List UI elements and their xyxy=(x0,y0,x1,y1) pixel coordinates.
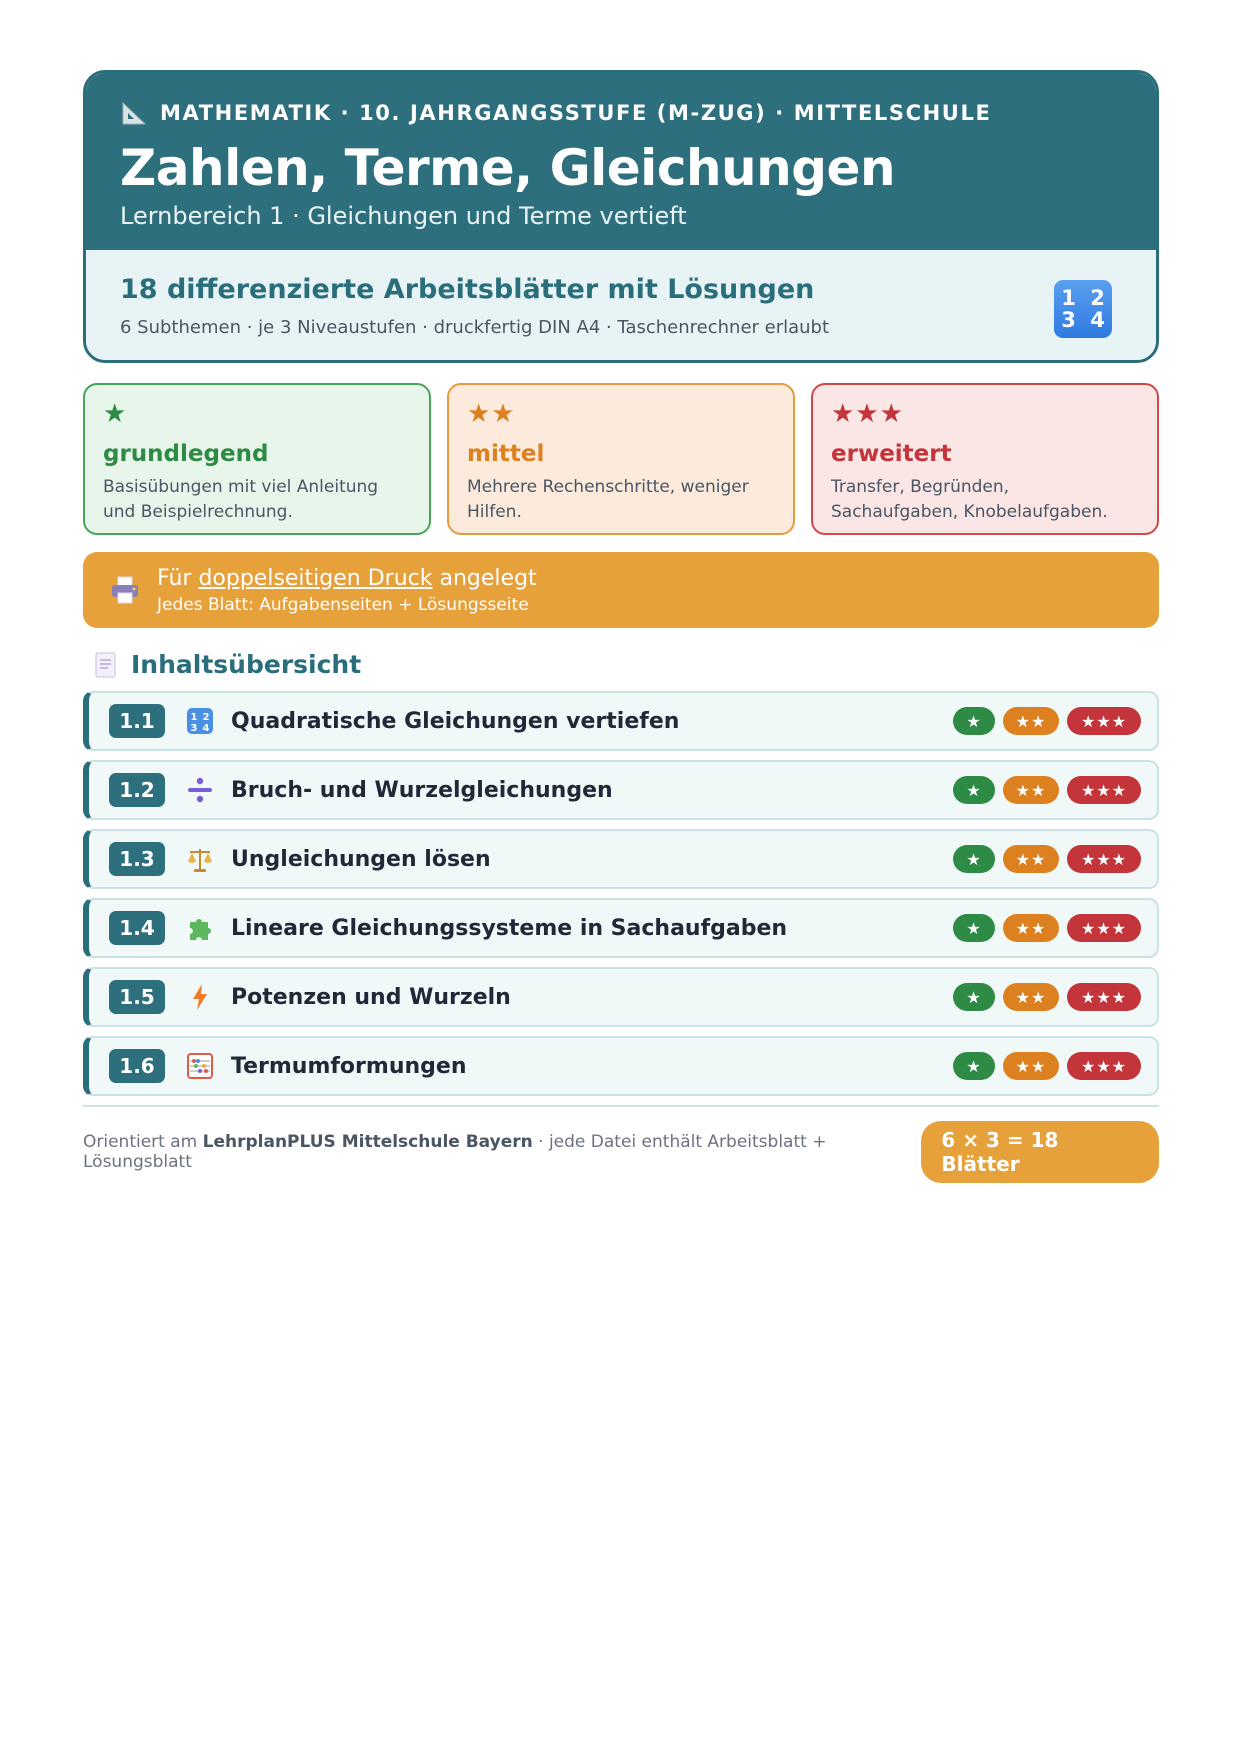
puzzle-icon xyxy=(185,913,215,943)
badge-level-2[interactable]: ★★ xyxy=(1003,914,1059,942)
numbers-icon xyxy=(185,706,215,736)
svg-text:1: 1 xyxy=(190,712,198,723)
footer-divider xyxy=(83,1105,1159,1107)
document-icon xyxy=(93,651,119,679)
footer-text xyxy=(83,1132,921,1172)
eyebrow xyxy=(120,99,1122,127)
print-subline: Jedes Blatt: Aufgabenseiten + Lösungsseite xyxy=(157,594,529,615)
footer-curriculum: LehrplanPLUS Mittelschule Bayern xyxy=(202,1132,533,1152)
lightning-icon xyxy=(185,982,215,1012)
toc-row-1-3[interactable] xyxy=(83,829,1159,889)
page-subtitle: Lernbereich 1 · Gleichungen und Terme vertieft xyxy=(120,202,687,230)
print-banner xyxy=(83,552,1159,628)
topic-title: Potenzen und Wurzeln xyxy=(231,984,511,1010)
level-description: Mehrere Rechenschritte, weniger Hilfen. xyxy=(467,477,749,522)
badge-level-1[interactable]: ★ xyxy=(953,1052,995,1080)
print-link[interactable]: doppelseitigen Druck xyxy=(198,565,433,591)
topic-number: 1.1 xyxy=(109,704,165,738)
level-card-grundlegend xyxy=(83,383,431,535)
toc-heading xyxy=(83,650,1159,679)
svg-text:4: 4 xyxy=(202,723,210,734)
scale-icon xyxy=(185,844,215,874)
badge-level-3[interactable]: ★★★ xyxy=(1067,845,1141,873)
toc-row-1-6[interactable] xyxy=(83,1036,1159,1096)
sheet-count-badge: 6 × 3 = 18 Blätter xyxy=(921,1121,1159,1183)
print-line xyxy=(157,566,537,591)
topic-number: 1.2 xyxy=(109,773,165,807)
level-name: erweitert xyxy=(831,441,952,467)
level-badges xyxy=(953,914,1141,942)
divide-icon xyxy=(185,775,215,805)
header-banner xyxy=(86,73,1156,250)
topic-title: Quadratische Gleichungen vertiefen xyxy=(231,708,680,734)
level-badges xyxy=(953,707,1141,735)
level-badges xyxy=(953,1052,1141,1080)
toc-list xyxy=(83,691,1159,1096)
badge-level-1[interactable]: ★ xyxy=(953,845,995,873)
badge-level-1[interactable]: ★ xyxy=(953,776,995,804)
toc-row-1-4[interactable] xyxy=(83,898,1159,958)
headline: 18 differenzierte Arbeitsblätter mit Lösungen xyxy=(120,274,815,305)
level-description: Basisübungen mit viel Anleitung und Beispielrechnung. xyxy=(103,477,379,522)
svg-text:2: 2 xyxy=(202,712,210,723)
footer xyxy=(83,1121,1159,1183)
topic-title: Ungleichungen lösen xyxy=(231,846,491,872)
print-prefix: Für xyxy=(157,565,199,591)
level-name: mittel xyxy=(467,441,545,467)
topic-title: Termumformungen xyxy=(231,1053,467,1079)
worksheet-cover xyxy=(83,70,1159,1183)
level-badges xyxy=(953,983,1141,1011)
badge-level-1[interactable]: ★ xyxy=(953,707,995,735)
print-suffix: angelegt xyxy=(432,565,537,591)
svg-text:3: 3 xyxy=(190,723,198,734)
badge-level-3[interactable]: ★★★ xyxy=(1067,1052,1141,1080)
toc-row-1-1[interactable] xyxy=(83,691,1159,751)
topic-number: 1.4 xyxy=(109,911,165,945)
badge-level-2[interactable]: ★★ xyxy=(1003,776,1059,804)
numbers-icon xyxy=(1054,280,1112,338)
footer-prefix: Orientiert am xyxy=(83,1132,203,1152)
level-card-mittel xyxy=(447,383,795,535)
page-title: Zahlen, Terme, Gleichungen xyxy=(120,139,896,197)
level-badges xyxy=(953,845,1141,873)
header-card xyxy=(83,70,1159,363)
numbers-icon-glyph: 1 xyxy=(1061,285,1076,310)
triangle-ruler-icon xyxy=(120,99,148,127)
print-text xyxy=(157,566,537,615)
abacus-icon xyxy=(185,1051,215,1081)
footer-suffix: · jede Datei enthält Arbeitsblatt + Lösungsblatt xyxy=(83,1132,827,1172)
badge-level-3[interactable]: ★★★ xyxy=(1067,983,1141,1011)
toc-heading-text: Inhaltsübersicht xyxy=(131,650,362,679)
level-badges xyxy=(953,776,1141,804)
numbers-icon-glyph: 4 xyxy=(1090,308,1105,332)
badge-level-3[interactable]: ★★★ xyxy=(1067,707,1141,735)
badge-level-2[interactable]: ★★ xyxy=(1003,845,1059,873)
eyebrow-text: MATHEMATIK · 10. JAHRGANGSSTUFE (M-ZUG) · MITTELSCHULE xyxy=(160,101,992,125)
numbers-icon-glyph: 2 xyxy=(1090,285,1105,310)
badge-level-2[interactable]: ★★ xyxy=(1003,1052,1059,1080)
badge-level-3[interactable]: ★★★ xyxy=(1067,914,1141,942)
topic-number: 1.6 xyxy=(109,1049,165,1083)
topic-title: Lineare Gleichungssysteme in Sachaufgaben xyxy=(231,915,788,941)
level-description: Transfer, Begründen, Sachaufgaben, Knobelaufgaben. xyxy=(831,477,1108,522)
toc-row-1-2[interactable] xyxy=(83,760,1159,820)
level-stars: ★ xyxy=(103,399,128,429)
topic-number: 1.3 xyxy=(109,842,165,876)
level-name: grundlegend xyxy=(103,441,269,467)
level-stars: ★★ xyxy=(467,399,516,429)
toc-row-1-5[interactable] xyxy=(83,967,1159,1027)
badge-level-1[interactable]: ★ xyxy=(953,914,995,942)
numbers-icon-glyph: 3 xyxy=(1061,308,1076,332)
level-card-erweitert xyxy=(811,383,1159,535)
badge-level-2[interactable]: ★★ xyxy=(1003,707,1059,735)
headline-meta: 6 Subthemen · je 3 Niveaustufen · druckfertig DIN A4 · Taschenrechner erlaubt xyxy=(120,317,830,338)
printer-icon xyxy=(109,574,141,606)
level-cards xyxy=(83,383,1159,535)
topic-number: 1.5 xyxy=(109,980,165,1014)
badge-level-3[interactable]: ★★★ xyxy=(1067,776,1141,804)
header-info xyxy=(86,250,1156,360)
level-stars: ★★★ xyxy=(831,399,904,429)
badge-level-1[interactable]: ★ xyxy=(953,983,995,1011)
topic-title: Bruch- und Wurzelgleichungen xyxy=(231,777,613,803)
badge-level-2[interactable]: ★★ xyxy=(1003,983,1059,1011)
